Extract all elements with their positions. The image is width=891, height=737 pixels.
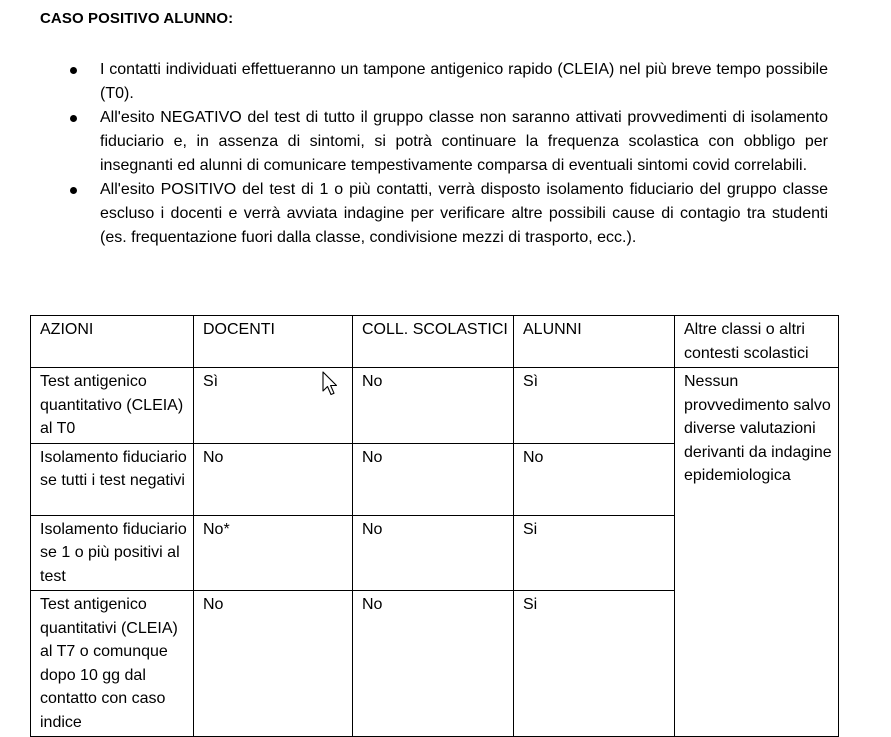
- table-row: [31, 368, 839, 444]
- cell-azione: Isolamento fiduciario se 1 o più positivi al test: [31, 515, 194, 591]
- cell-docenti: No: [194, 443, 353, 515]
- cell-alunni: Si: [514, 591, 675, 737]
- cell-azione: Isolamento fiduciario se tutti i test negativi: [31, 443, 194, 515]
- bullet-text: I contatti individuati effettueranno un tampone antigenico rapido (CLEIA) nel più breve tempo possibile (T0).: [100, 61, 828, 102]
- cell-alunni: Sì: [514, 368, 675, 444]
- bullet-text: All'esito POSITIVO del test di 1 o più contatti, verrà disposto isolamento fiduciario del gruppo classe escluso i docenti e verrà avviata indagine per verificare altre possibili cause di contagio tra studenti (es. frequentazione fuori dalla classe, condivisione mezzi di trasporto, ecc.).: [100, 181, 828, 246]
- cell-docenti: Sì: [194, 368, 353, 444]
- cell-alunni: Si: [514, 515, 675, 591]
- list-item: [70, 58, 828, 106]
- bullet-icon: [70, 67, 77, 74]
- cell-coll-scolastici: No: [353, 515, 514, 591]
- header-docenti: DOCENTI: [194, 316, 353, 368]
- header-coll-scolastici: COLL. SCOLASTICI: [353, 316, 514, 368]
- cell-alunni: No: [514, 443, 675, 515]
- cell-coll-scolastici: No: [353, 368, 514, 444]
- cell-azione: Test antigenico quantitativo (CLEIA) al T0: [31, 368, 194, 444]
- list-item: [70, 178, 828, 250]
- list-item: [70, 106, 828, 178]
- bullet-icon: [70, 187, 77, 194]
- cell-docenti: No*: [194, 515, 353, 591]
- cell-coll-scolastici: No: [353, 591, 514, 737]
- header-altre-classi: Altre classi o altri contesti scolastici: [675, 316, 839, 368]
- table-header-row: [31, 316, 839, 368]
- cell-coll-scolastici: No: [353, 443, 514, 515]
- bullet-icon: [70, 115, 77, 122]
- header-azioni: AZIONI: [31, 316, 194, 368]
- header-alunni: ALUNNI: [514, 316, 675, 368]
- cell-docenti: No: [194, 591, 353, 737]
- cell-altre-classi-note: Nessun provvedimento salvo diverse valutazioni derivanti da indagine epidemiologica: [675, 368, 839, 737]
- mouse-pointer-icon: [322, 371, 340, 397]
- cell-azione: Test antigenico quantitativi (CLEIA) al T7 o comunque dopo 10 gg dal contatto con caso indice: [31, 591, 194, 737]
- actions-table: [30, 315, 839, 737]
- section-heading: CASO POSITIVO ALUNNO:: [40, 10, 234, 27]
- bullet-list: [70, 58, 828, 250]
- bullet-text: All'esito NEGATIVO del test di tutto il gruppo classe non saranno attivati provvedimenti di isolamento fiduciario e, in assenza di sintomi, si potrà continuare la frequenza scolastica con obbligo per insegnanti ed alunni di comunicare tempestivamente comparsa di eventuali sintomi covid correlabili.: [100, 109, 828, 174]
